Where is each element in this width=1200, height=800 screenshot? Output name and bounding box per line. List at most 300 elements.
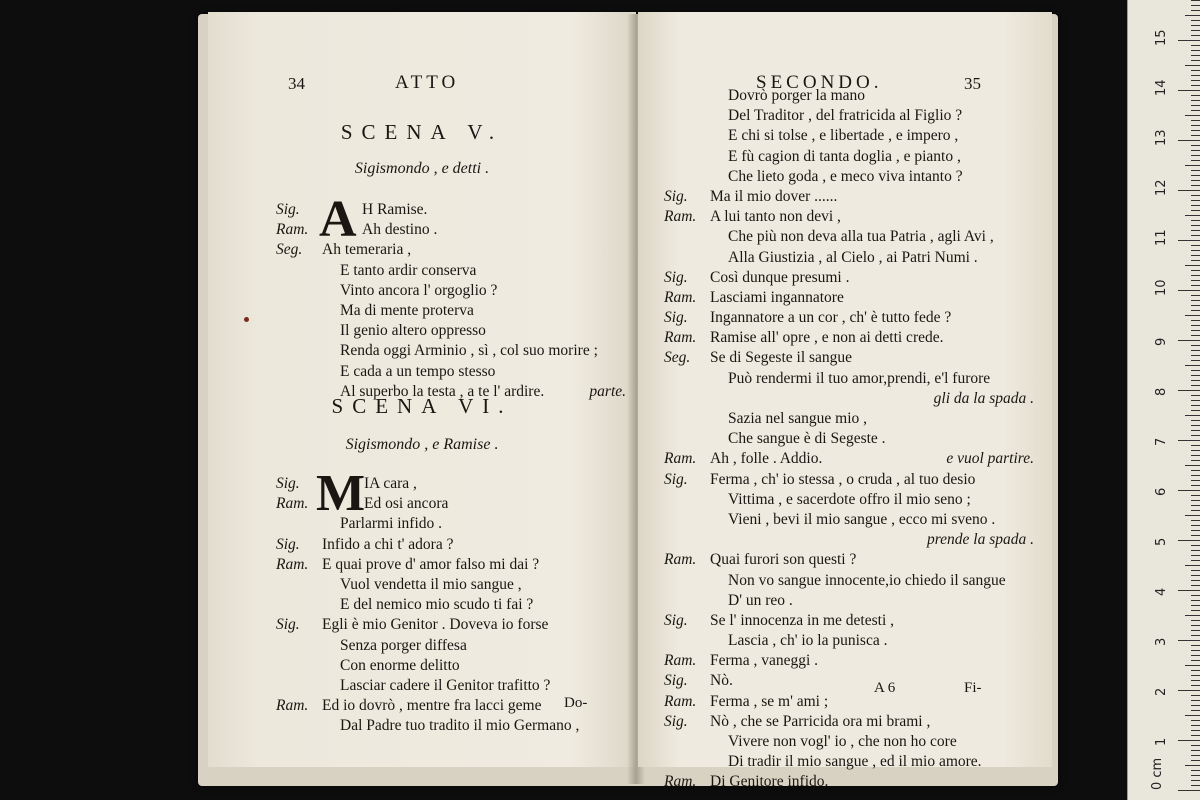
line-text: E tanto ardir conserva — [340, 261, 477, 279]
verse-line — [664, 147, 1034, 167]
ruler-tick — [1191, 355, 1200, 356]
ruler-tick — [1191, 620, 1200, 621]
speaker-label: Ram. — [664, 652, 697, 670]
verse-line — [276, 555, 636, 575]
line-text: E quai prove d' amor falso mi dai ? — [322, 555, 540, 573]
line-text: Di tradir il mio sangue , ed il mio amore. — [728, 753, 982, 771]
ruler-tick — [1191, 605, 1200, 606]
ruler-tick — [1191, 100, 1200, 101]
ruler-tick — [1191, 610, 1200, 611]
ruler-tick — [1191, 730, 1200, 731]
catchword: Do- — [564, 695, 588, 711]
ruler-tick — [1191, 95, 1200, 96]
speaker-label: Ram. — [664, 551, 697, 569]
ruler-tick — [1191, 310, 1200, 311]
ruler-tick — [1191, 345, 1200, 346]
ruler-tick — [1191, 270, 1200, 271]
line-text: E cada a un tempo stesso — [340, 362, 496, 380]
line-text: Vinto ancora l' orgoglio ? — [340, 281, 498, 299]
ruler-tick — [1191, 680, 1200, 681]
speaker-label: Sig. — [276, 201, 300, 218]
ruler-tick — [1191, 470, 1200, 471]
ruler-tick — [1191, 535, 1200, 536]
ruler-tick — [1191, 360, 1200, 361]
running-head: ATTO — [395, 72, 460, 93]
verse-line — [276, 261, 636, 281]
ruler-tick — [1191, 255, 1200, 256]
ruler-tick — [1191, 660, 1200, 661]
ruler-tick — [1185, 115, 1200, 116]
verse-line — [276, 535, 636, 555]
ruler-tick — [1185, 215, 1200, 216]
ruler-tick — [1185, 15, 1200, 16]
ruler-tick — [1178, 440, 1200, 441]
ruler-tick — [1191, 175, 1200, 176]
ruler-tick — [1191, 745, 1200, 746]
speaker-label: Ram. — [276, 495, 309, 513]
verse-line — [276, 474, 636, 494]
ruler-tick — [1191, 375, 1200, 376]
speaker-label: Sig. — [276, 475, 300, 492]
page-number: 35 — [964, 74, 981, 93]
ruler-tick — [1185, 265, 1200, 266]
ruler-tick — [1191, 30, 1200, 31]
verse-line — [664, 591, 1034, 611]
line-text: Ed io dovrò , mentre fra lacci geme — [322, 697, 542, 715]
ruler-tick — [1191, 585, 1200, 586]
ruler-tick — [1191, 130, 1200, 131]
ruler-tick — [1191, 600, 1200, 601]
ruler-tick — [1191, 430, 1200, 431]
ruler-tick — [1191, 205, 1200, 206]
ruler-number: 6 — [1154, 487, 1169, 496]
line-text: Vieni , bevi il mio sangue , ecco mi sveno . — [728, 510, 996, 528]
line-text: Vittima , e sacerdote offro il mio seno ; — [728, 490, 971, 508]
ruler-tick — [1178, 90, 1200, 91]
line-text: Renda oggi Arminio , sì , col suo morire ; — [340, 342, 598, 360]
verse-line — [276, 676, 636, 696]
ruler-number: 4 — [1154, 587, 1169, 596]
ruler-tick — [1185, 465, 1200, 466]
ruler-tick — [1191, 260, 1200, 261]
ruler-tick — [1191, 220, 1200, 221]
ruler-tick — [1191, 550, 1200, 551]
ruler-tick — [1191, 755, 1200, 756]
line-text: Dal Padre tuo tradito il mio Germano , — [340, 717, 580, 735]
line-text: E del nemico mio scudo ti fai ? — [340, 596, 534, 614]
ruler-tick — [1191, 275, 1200, 276]
ruler-tick — [1191, 760, 1200, 761]
ruler-tick — [1191, 710, 1200, 711]
ruler-tick — [1191, 695, 1200, 696]
line-text: Non vo sangue innocente,io chiedo il sangue — [728, 571, 1006, 589]
ruler-tick — [1185, 615, 1200, 616]
ruler-tick — [1178, 140, 1200, 141]
verse-line — [276, 240, 636, 260]
verse-line — [276, 301, 636, 321]
line-text: Ramise all' opre , e non ai detti crede. — [710, 329, 944, 347]
line-text: Ma di mente proterva — [340, 301, 474, 319]
line-text: Lascia , ch' io la punisca . — [728, 632, 888, 650]
ruler-tick — [1191, 505, 1200, 506]
speaker-label: Sig. — [664, 268, 688, 286]
line-text: Ferma , ch' io stessa , o cruda , al tuo desio — [710, 470, 976, 488]
ruler-tick — [1191, 445, 1200, 446]
ruler-tick — [1191, 160, 1200, 161]
ruler-tick — [1191, 110, 1200, 111]
speaker-label: Ram. — [664, 288, 697, 306]
speaker-label: Sig. — [664, 611, 688, 629]
ruler-tick — [1191, 405, 1200, 406]
ruler-tick — [1191, 645, 1200, 646]
ruler-tick — [1191, 720, 1200, 721]
ruler-tick — [1191, 555, 1200, 556]
verse-line — [276, 341, 636, 361]
speaker-label: Ram. — [664, 329, 697, 347]
line-text: Se l' innocenza in me detesti , — [710, 611, 895, 629]
line-text: Il genio altero oppresso — [340, 322, 486, 340]
ruler-tick — [1191, 45, 1200, 46]
scene-characters: Sigismondo , e Ramise . — [345, 436, 499, 453]
ruler-tick — [1191, 300, 1200, 301]
ruler-number: 14 — [1154, 79, 1169, 96]
verse-line — [276, 575, 636, 595]
line-text: Così dunque presumi . — [710, 268, 850, 286]
verse-line — [664, 429, 1034, 449]
ruler-tick — [1191, 785, 1200, 786]
verse-line — [664, 348, 1034, 368]
ruler-tick — [1191, 225, 1200, 226]
running-head: SECONDO. — [756, 72, 883, 93]
line-text: Del Traditor , del fratricida al Figlio ? — [728, 107, 963, 125]
ruler-tick — [1191, 55, 1200, 56]
verse-line — [664, 126, 1034, 146]
speaker-label: Seg. — [276, 241, 303, 259]
verse-line — [664, 106, 1034, 126]
line-text: E chi si tolse , e libertade , e impero , — [728, 127, 959, 145]
ruler-tick — [1191, 180, 1200, 181]
ruler-tick — [1191, 155, 1200, 156]
ruler-tick — [1178, 390, 1200, 391]
line-text: E fù cagion di tanta doglia , e pianto , — [728, 147, 961, 165]
ruler-number: 13 — [1154, 129, 1169, 146]
ruler-tick — [1191, 575, 1200, 576]
scene-title: SCENA V. — [340, 120, 504, 144]
verse-line — [276, 321, 636, 341]
line-text: Senza porger diffesa — [340, 636, 467, 654]
ruler-tick — [1191, 305, 1200, 306]
signature-mark: A 6 — [874, 680, 896, 696]
ink-stain — [244, 317, 249, 322]
verse-line — [664, 631, 1034, 651]
verse-line — [664, 308, 1034, 328]
verse-line — [664, 389, 1034, 409]
verse-line — [664, 550, 1034, 570]
ruler-tick — [1191, 75, 1200, 76]
ruler-tick — [1185, 715, 1200, 716]
drop-cap: M — [316, 465, 366, 522]
verse-line — [276, 595, 636, 615]
ruler-unit: 0 cm — [1150, 757, 1165, 790]
ruler-tick — [1191, 85, 1200, 86]
ruler-tick — [1191, 435, 1200, 436]
ruler-tick — [1178, 290, 1200, 291]
ruler-tick — [1178, 590, 1200, 591]
ruler-tick — [1191, 235, 1200, 236]
speaker-label: Sig. — [664, 712, 688, 730]
line-text: Con enorme delitto — [340, 656, 460, 674]
ruler-tick — [1178, 690, 1200, 691]
ruler-tick — [1191, 525, 1200, 526]
stage-direction: prende la spada . — [926, 531, 1034, 549]
line-text: Lasciami ingannatore — [710, 288, 844, 306]
verse-line — [276, 514, 636, 534]
ruler-tick — [1191, 705, 1200, 706]
verse-line — [276, 281, 636, 301]
ruler-tick — [1191, 250, 1200, 251]
ruler-tick — [1185, 565, 1200, 566]
ruler-tick — [1191, 380, 1200, 381]
ruler-tick — [1191, 10, 1200, 11]
speaker-label: Ram. — [664, 692, 697, 710]
ruler-tick — [1178, 190, 1200, 191]
ruler-tick — [1191, 420, 1200, 421]
ruler-tick — [1191, 0, 1200, 1]
ruler-tick — [1178, 240, 1200, 241]
line-text: Ed osi ancora — [364, 495, 449, 513]
catchword: Fi- — [964, 680, 982, 696]
ruler-tick — [1191, 125, 1200, 126]
ruler-tick — [1191, 185, 1200, 186]
ruler-tick — [1191, 595, 1200, 596]
line-text: IA cara , — [364, 475, 417, 492]
line-text: Che più non deva alla tua Patria , agli Avi , — [728, 228, 994, 246]
ruler-tick — [1191, 245, 1200, 246]
stage-direction: parte. — [589, 382, 626, 400]
line-text: Infido a chi t' adora ? — [322, 535, 454, 553]
speaker-label: Ram. — [276, 555, 309, 573]
ruler-number: 15 — [1154, 29, 1169, 46]
line-text: Al superbo la testa , a te l' ardire. — [340, 382, 545, 400]
speaker-label: Seg. — [664, 349, 691, 367]
ruler-tick — [1191, 475, 1200, 476]
ruler-tick — [1191, 70, 1200, 71]
scene-characters: Sigismondo , e detti . — [354, 160, 490, 177]
ruler-tick — [1191, 520, 1200, 521]
ruler-tick — [1191, 105, 1200, 106]
verse-line — [276, 615, 636, 635]
verse-line — [664, 167, 1034, 187]
ruler-tick — [1191, 145, 1200, 146]
ruler-tick — [1191, 285, 1200, 286]
ruler-tick — [1185, 765, 1200, 766]
ruler-tick — [1191, 735, 1200, 736]
right-page — [638, 12, 1052, 791]
ruler-tick — [1191, 295, 1200, 296]
ruler-tick — [1191, 335, 1200, 336]
ruler-tick — [1191, 485, 1200, 486]
line-text: Egli è mio Genitor . Doveva io forse — [322, 616, 549, 634]
verse-line — [664, 490, 1034, 510]
verse-line — [664, 268, 1034, 288]
ruler-tick — [1178, 640, 1200, 641]
verse-line — [664, 409, 1034, 429]
line-text: Ferma , vaneggi . — [710, 652, 819, 670]
line-text: Può rendermi il tuo amor,prendi, e'l furore — [728, 369, 991, 387]
ruler-tick — [1178, 540, 1200, 541]
line-text: Quai furori son questi ? — [710, 551, 857, 569]
ruler-tick — [1191, 385, 1200, 386]
ruler-number: 1 — [1154, 737, 1169, 746]
page-number: 34 — [288, 74, 305, 93]
line-text: Di Genitore infido. — [710, 773, 829, 791]
ruler-tick — [1191, 630, 1200, 631]
speaker-label: Sig. — [276, 616, 300, 634]
ruler-tick — [1191, 570, 1200, 571]
ruler-tick — [1191, 580, 1200, 581]
verse-line — [276, 494, 636, 514]
ruler-tick — [1191, 460, 1200, 461]
ruler-tick — [1191, 395, 1200, 396]
verse-line — [664, 328, 1034, 348]
speaker-label: Sig. — [664, 187, 688, 205]
ruler-tick — [1191, 775, 1200, 776]
ruler-tick — [1191, 150, 1200, 151]
ruler-tick — [1191, 510, 1200, 511]
ruler-tick — [1191, 60, 1200, 61]
line-text: Che lieto goda , e meco viva intanto ? — [728, 167, 963, 185]
verse-line — [664, 772, 1034, 792]
ruler-tick — [1185, 515, 1200, 516]
ruler-tick — [1191, 170, 1200, 171]
ruler-tick — [1185, 365, 1200, 366]
ruler-tick — [1191, 330, 1200, 331]
measuring-ruler — [1127, 0, 1200, 800]
line-text: Alla Giustizia , al Cielo , ai Patri Numi . — [728, 248, 978, 266]
ruler-tick — [1191, 500, 1200, 501]
line-text: Ingannatore a un cor , ch' è tutto fede ? — [710, 309, 952, 327]
ruler-tick — [1191, 400, 1200, 401]
verse-line — [276, 220, 636, 240]
verse-line — [664, 369, 1034, 389]
verse-line — [664, 571, 1034, 591]
ruler-tick — [1191, 370, 1200, 371]
left-page — [208, 12, 636, 767]
scene-text — [276, 191, 636, 402]
verse-line — [276, 362, 636, 382]
ruler-tick — [1191, 410, 1200, 411]
ruler-tick — [1178, 340, 1200, 341]
ruler-tick — [1191, 120, 1200, 121]
ruler-tick — [1191, 780, 1200, 781]
line-text: Parlarmi infido . — [340, 515, 443, 533]
line-text: H Ramise. — [362, 201, 428, 218]
line-text: Dovrò porger la mano — [728, 87, 866, 104]
verse-line — [664, 86, 1034, 106]
verse-line — [276, 200, 636, 220]
line-text: Ah , folle . Addio. — [710, 450, 823, 468]
verse-line — [664, 227, 1034, 247]
ruler-tick — [1191, 320, 1200, 321]
ruler-number: 8 — [1154, 387, 1169, 396]
ruler-tick — [1191, 135, 1200, 136]
ruler-tick — [1191, 200, 1200, 201]
ruler-tick — [1191, 675, 1200, 676]
line-text: Nò , che se Parricida ora mi brami , — [710, 712, 931, 730]
ruler-tick — [1191, 210, 1200, 211]
ruler-tick — [1191, 635, 1200, 636]
ruler-tick — [1191, 480, 1200, 481]
ruler-tick — [1191, 625, 1200, 626]
ruler-tick — [1191, 650, 1200, 651]
speaker-label: Sig. — [276, 535, 300, 553]
ruler-tick — [1191, 350, 1200, 351]
ruler-tick — [1191, 80, 1200, 81]
speaker-label: Sig. — [664, 470, 688, 488]
line-text: D' un reo . — [728, 591, 793, 609]
ruler-tick — [1191, 545, 1200, 546]
line-text: Nò. — [710, 672, 733, 690]
ruler-tick — [1191, 495, 1200, 496]
ruler-number: 9 — [1154, 337, 1169, 346]
verse-line — [664, 651, 1034, 671]
verse-line — [664, 187, 1034, 207]
ruler-tick — [1191, 725, 1200, 726]
ruler-tick — [1191, 280, 1200, 281]
ruler-tick — [1191, 655, 1200, 656]
line-text: Che sangue è di Segeste . — [728, 430, 886, 448]
speaker-label: Ram. — [276, 697, 309, 715]
verse-line — [664, 449, 1034, 469]
line-text: Vivere non vogl' io , che non ho core — [728, 733, 957, 750]
speaker-label: Sig. — [664, 672, 688, 690]
ruler-tick — [1191, 35, 1200, 36]
ruler-tick — [1185, 315, 1200, 316]
line-text: Ferma , se m' ami ; — [710, 692, 829, 710]
ruler-tick — [1178, 490, 1200, 491]
ruler-tick — [1185, 65, 1200, 66]
line-text: Ah destino . — [362, 221, 438, 239]
ruler-tick — [1178, 40, 1200, 41]
verse-line — [664, 611, 1034, 631]
speaker-label: Ram. — [664, 208, 697, 226]
speaker-label: Ram. — [276, 221, 309, 239]
verse-line — [664, 712, 1034, 732]
ruler-number: 10 — [1154, 279, 1169, 296]
verse-line — [664, 288, 1034, 308]
ruler-tick — [1191, 455, 1200, 456]
ruler-tick — [1191, 230, 1200, 231]
ruler-tick — [1185, 165, 1200, 166]
line-text: Ah temeraria , — [322, 241, 412, 259]
ruler-tick — [1191, 450, 1200, 451]
verse-line — [664, 530, 1034, 550]
ruler-tick — [1191, 670, 1200, 671]
ruler-tick — [1191, 195, 1200, 196]
line-text: Sazia nel sangue mio , — [728, 410, 868, 427]
verse-line — [664, 207, 1034, 227]
verse-line — [276, 716, 636, 736]
ruler-tick — [1191, 20, 1200, 21]
ruler-tick — [1191, 530, 1200, 531]
ruler-tick — [1191, 560, 1200, 561]
ruler-tick — [1191, 25, 1200, 26]
verse-line — [664, 248, 1034, 268]
stage-direction: gli da la spada . — [933, 389, 1034, 407]
ruler-number: 11 — [1154, 229, 1169, 246]
ruler-tick — [1185, 415, 1200, 416]
ruler-tick — [1191, 425, 1200, 426]
